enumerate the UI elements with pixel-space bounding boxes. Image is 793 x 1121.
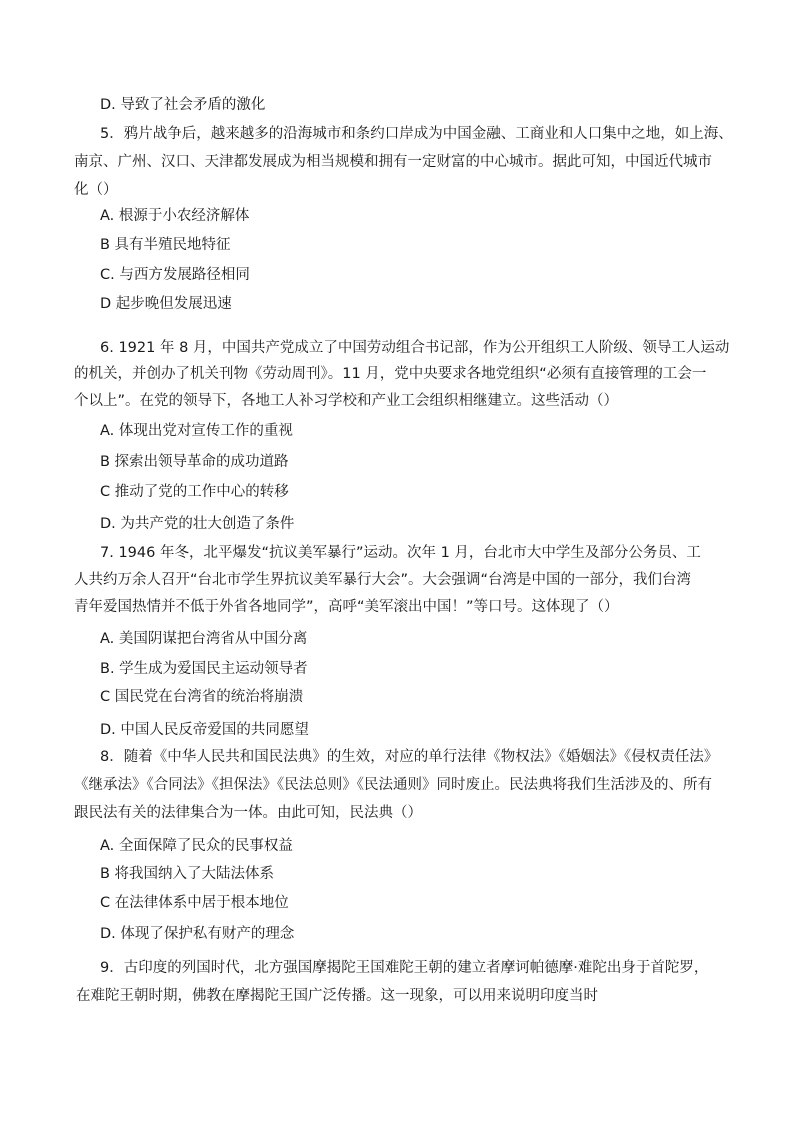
q9-stem-line-2: 在难陀王朝时期，佛教在摩揭陀王国广泛传播。这一现象，可以用来说明印度当时 (76, 988, 598, 1004)
q5-option-b: B 具有半殖民地特征 (100, 237, 231, 253)
q6-option-a: A. 体现出党对宣传工作的重视 (100, 423, 293, 439)
q6-stem-line-2: 的机关，并创办了机关刊物《劳动周刊》。11 月，党中央要求各地党组织“必须有直接管理的工会一 (74, 366, 707, 382)
q5-stem-line-1: 5．鸦片战争后，越来越多的沿海城市和条约口岸成为中国金融、工商业和人口集中之地，如上海、 (100, 126, 733, 142)
q4-option-d: D. 导致了社会矛盾的激化 (100, 97, 266, 113)
q5-option-d: D 起步晚但发展迅速 (100, 296, 232, 312)
q6-option-d: D. 为共产党的壮大创造了条件 (100, 516, 295, 532)
q8-stem-line-1: 8．随着《中华人民共和国民法典》的生效，对应的单行法律《物权法》《婚姻法》《侵权责任法》 (100, 749, 719, 765)
q5-option-a: A. 根源于小农经济解体 (100, 208, 250, 224)
q5-stem-line-3: 化（） (74, 182, 118, 198)
q8-option-c: C 在法律体系中居于根本地位 (100, 895, 289, 911)
q8-option-b: B 将我国纳入了大陆法体系 (100, 866, 275, 882)
q9-stem-line-1: 9．古印度的列国时代，北方强国摩揭陀王国难陀王朝的建立者摩诃帕德摩·难陀出身于首陀罗， (100, 960, 709, 976)
q8-option-d: D. 体现了保护私有财产的理念 (100, 926, 295, 942)
q5-option-c: C. 与西方发展路径相同 (100, 267, 250, 283)
q6-option-c: C 推动了党的工作中心的转移 (100, 484, 289, 500)
q7-option-d: D. 中国人民反帝爱国的共同愿望 (100, 722, 309, 738)
q7-stem-line-3: 青年爱国热情并不低于外省各地同学”，高呼“美军滚出中国！”等口号。这体现了（） (74, 599, 619, 615)
q7-option-c: C 国民党在台湾省的统治将崩溃 (100, 689, 304, 705)
q7-option-b: B. 学生成为爱国民主运动领导者 (100, 661, 308, 677)
q7-option-a: A. 美国阴谋把台湾省从中国分离 (100, 631, 308, 647)
q7-stem-line-2: 人共约万余人召开“台北市学生界抗议美军暴行大会”。大会强调“台湾是中国的一部分，我们台湾 (74, 572, 692, 588)
q6-stem-line-3: 个以上”。在党的领导下，各地工人补习学校和产业工会组织相继建立。这些活动（） (74, 393, 619, 409)
q8-stem-line-2: 《继承法》《合同法》《担保法》《民法总则》《民法通则》同时废止。民法典将我们生活涉及的、所有 (74, 777, 712, 793)
q8-option-a: A. 全面保障了民众的民事权益 (100, 838, 293, 854)
q8-stem-line-3: 跟民法有关的法律集合为一体。由此可知，民法典（） (74, 805, 422, 821)
q6-stem-line-1: 6. 1921 年 8 月，中国共产党成立了中国劳动组合书记部，作为公开组织工人阶级、领导工人运动 (100, 340, 730, 356)
q6-option-b: B 探索出领导革命的成功道路 (100, 454, 289, 470)
q7-stem-line-1: 7. 1946 年冬，北平爆发“抗议美军暴行”运动。次年 1 月，台北市大中学生及部分公务员、工 (100, 545, 701, 561)
q5-stem-line-2: 南京、广州、汉口、天津都发展成为相当规模和拥有一定财富的中心城市。据此可知，中国近代城市 (74, 154, 712, 170)
